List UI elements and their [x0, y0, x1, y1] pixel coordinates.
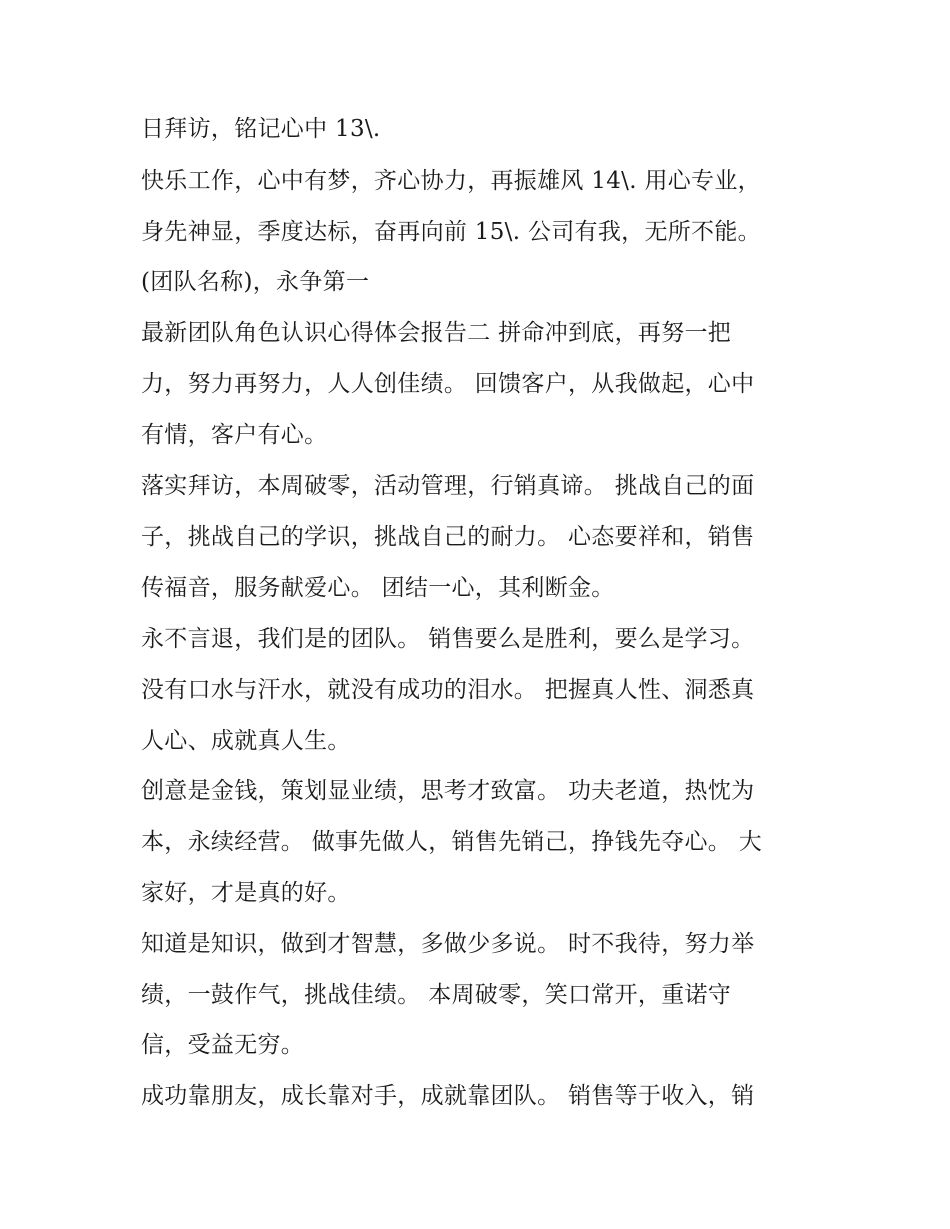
- text-line-19: 信，受益无穷。: [141, 1032, 305, 1058]
- text-line-13: 人心、成就真人生。: [141, 728, 351, 754]
- text-line-5: 最新团队角色认识心得体会报告二 拼命冲到底，再努一把: [141, 320, 732, 346]
- text-line-17: 知道是知识，做到才智慧，多做少多说。 时不我待，努力举: [141, 931, 755, 957]
- text-line-9: 子，挑战自己的学识，挑战自己的耐力。 心态要祥和，销售: [141, 524, 755, 550]
- text-line-6: 力，努力再努力，人人创佳绩。 回馈客户，从我做起，心中: [141, 371, 755, 397]
- text-line-12: 没有口水与汗水，就没有成功的泪水。 把握真人性、洞悉真: [141, 677, 755, 703]
- text-line-1: 日拜访，铭记心中 13\.: [141, 116, 381, 142]
- text-line-15: 本，永续经营。 做事先做人，销售先销己，挣钱先夺心。 大: [141, 829, 763, 855]
- text-line-7: 有情，客户有心。: [141, 422, 328, 448]
- text-line-14: 创意是金钱，策划显业绩，思考才致富。 功夫老道，热忱为: [141, 778, 755, 804]
- text-line-8: 落实拜访，本周破零，活动管理，行销真谛。 挑战自己的面: [141, 473, 755, 499]
- text-line-16: 家好，才是真的好。: [141, 880, 351, 906]
- text-line-10: 传福音，服务献爱心。 团结一心，其利断金。: [141, 575, 615, 601]
- text-line-18: 绩，一鼓作气，挑战佳绩。 本周破零，笑口常开，重诺守: [141, 982, 732, 1008]
- text-line-20: 成功靠朋友，成长靠对手，成就靠团队。 销售等于收入，销: [141, 1083, 755, 1109]
- text-line-4: (团队名称)，永争第一: [141, 269, 370, 295]
- text-line-11: 永不言退，我们是的团队。 销售要么是胜利，要么是学习。: [141, 626, 755, 652]
- text-line-2: 快乐工作，心中有梦，齐心协力，再振雄风 14\. 用心专业，: [141, 168, 761, 194]
- text-line-3: 身先神显，季度达标，奋再向前 15\. 公司有我，无所不能。: [141, 219, 761, 245]
